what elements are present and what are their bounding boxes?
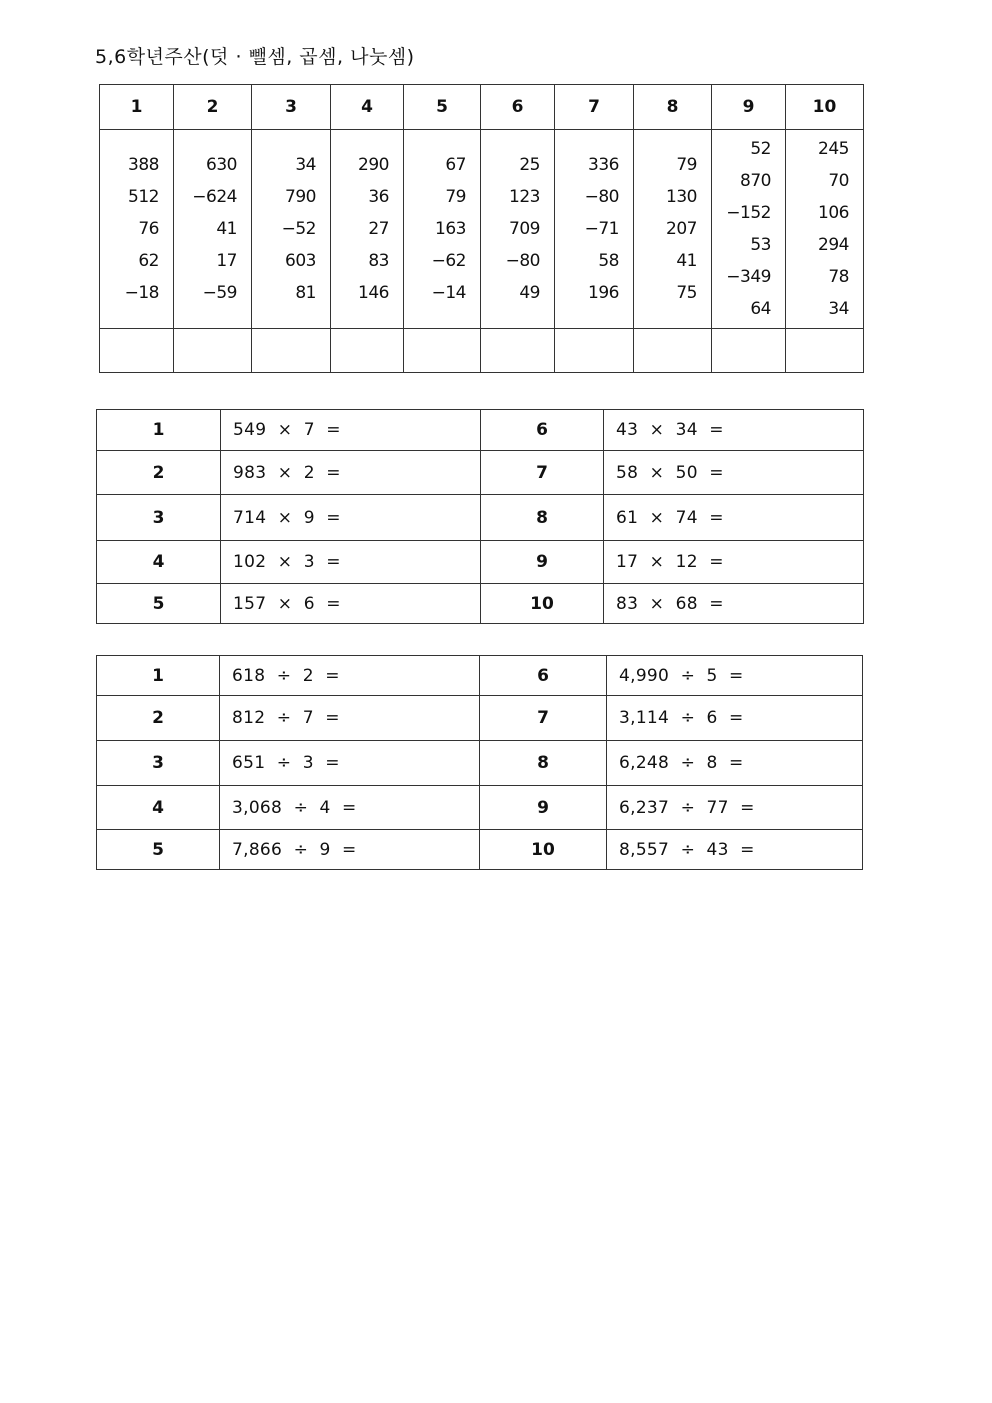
answer-cell[interactable] — [404, 329, 481, 373]
page-title: 5,6학년주산(덧 · 뺄셈, 곱셈, 나눗셈) — [95, 46, 415, 68]
number-value: 17 — [216, 251, 237, 271]
number-value: 290 — [358, 155, 389, 175]
number-value: 67 — [445, 155, 466, 175]
number-value: 130 — [666, 187, 697, 207]
number-value: −14 — [431, 283, 466, 303]
number-value: 27 — [368, 219, 389, 239]
number-column — [634, 130, 712, 329]
problem-number: 2 — [97, 696, 220, 741]
problem-number: 6 — [481, 85, 555, 130]
number-value: −80 — [505, 251, 540, 271]
addition-table — [99, 84, 864, 373]
number-value: 106 — [818, 203, 849, 223]
number-value: 34 — [295, 155, 316, 175]
problem-expression[interactable]: 812 ÷ 7 = — [220, 696, 480, 741]
number-value: 245 — [818, 139, 849, 159]
number-value: 603 — [285, 251, 316, 271]
problem-expression[interactable]: 7,866 ÷ 9 = — [220, 830, 480, 870]
number-value: −18 — [124, 283, 159, 303]
number-value: 163 — [435, 219, 466, 239]
number-column — [100, 130, 174, 329]
number-value: 336 — [588, 155, 619, 175]
problem-expression[interactable]: 102 × 3 = — [221, 541, 481, 584]
number-value: 78 — [828, 267, 849, 287]
number-column — [712, 130, 786, 329]
number-value: 52 — [750, 139, 771, 159]
table-row — [97, 451, 864, 495]
problem-number: 5 — [404, 85, 481, 130]
problem-number: 6 — [481, 410, 604, 451]
problem-expression[interactable]: 17 × 12 = — [604, 541, 864, 584]
number-value: −62 — [431, 251, 466, 271]
problem-expression[interactable]: 651 ÷ 3 = — [220, 741, 480, 786]
number-value: 49 — [519, 283, 540, 303]
addition-answer-row — [100, 329, 864, 373]
table-row — [97, 696, 863, 741]
problem-number: 10 — [786, 85, 864, 130]
answer-cell[interactable] — [100, 329, 174, 373]
problem-expression[interactable]: 43 × 34 = — [604, 410, 864, 451]
number-value: −624 — [192, 187, 237, 207]
problem-number: 10 — [481, 584, 604, 624]
number-value: 790 — [285, 187, 316, 207]
problem-expression[interactable]: 8,557 ÷ 43 = — [607, 830, 863, 870]
problem-number: 8 — [481, 495, 604, 541]
problem-expression[interactable]: 3,114 ÷ 6 = — [607, 696, 863, 741]
problem-expression[interactable]: 58 × 50 = — [604, 451, 864, 495]
problem-expression[interactable]: 83 × 68 = — [604, 584, 864, 624]
problem-number: 1 — [97, 656, 220, 696]
number-column — [404, 130, 481, 329]
problem-number: 10 — [480, 830, 607, 870]
problem-expression[interactable]: 157 × 6 = — [221, 584, 481, 624]
answer-cell[interactable] — [634, 329, 712, 373]
problem-number: 5 — [97, 584, 221, 624]
answer-cell[interactable] — [252, 329, 331, 373]
answer-cell[interactable] — [712, 329, 786, 373]
number-value: 64 — [750, 299, 771, 319]
table-row — [97, 495, 864, 541]
problem-number: 7 — [481, 451, 604, 495]
number-value: 79 — [445, 187, 466, 207]
answer-cell[interactable] — [481, 329, 555, 373]
problem-expression[interactable]: 3,068 ÷ 4 = — [220, 786, 480, 830]
number-value: 36 — [368, 187, 389, 207]
number-value: 81 — [295, 283, 316, 303]
number-value: 388 — [128, 155, 159, 175]
problem-expression[interactable]: 61 × 74 = — [604, 495, 864, 541]
number-value: −52 — [281, 219, 316, 239]
number-value: 630 — [206, 155, 237, 175]
problem-number: 2 — [97, 451, 221, 495]
number-column — [252, 130, 331, 329]
number-value: 709 — [509, 219, 540, 239]
table-row — [97, 830, 863, 870]
addition-header-row — [100, 85, 864, 130]
problem-expression[interactable]: 549 × 7 = — [221, 410, 481, 451]
number-value: 25 — [519, 155, 540, 175]
number-value: 41 — [216, 219, 237, 239]
number-value: −71 — [584, 219, 619, 239]
number-value: 76 — [138, 219, 159, 239]
table-row — [97, 786, 863, 830]
problem-number: 3 — [97, 741, 220, 786]
number-column — [174, 130, 252, 329]
number-column — [786, 130, 864, 329]
problem-expression[interactable]: 6,248 ÷ 8 = — [607, 741, 863, 786]
problem-number: 1 — [97, 410, 221, 451]
number-value: 512 — [128, 187, 159, 207]
problem-number: 4 — [97, 786, 220, 830]
problem-number: 3 — [252, 85, 331, 130]
number-value: 62 — [138, 251, 159, 271]
number-value: 41 — [676, 251, 697, 271]
answer-cell[interactable] — [786, 329, 864, 373]
number-value: −80 — [584, 187, 619, 207]
problem-number: 7 — [555, 85, 634, 130]
problem-number: 8 — [634, 85, 712, 130]
problem-expression[interactable]: 983 × 2 = — [221, 451, 481, 495]
table-row — [97, 741, 863, 786]
number-value: 53 — [750, 235, 771, 255]
number-value: 58 — [598, 251, 619, 271]
number-value: 870 — [740, 171, 771, 191]
problem-number: 5 — [97, 830, 220, 870]
number-value: 146 — [358, 283, 389, 303]
number-value: 75 — [676, 283, 697, 303]
number-value: 294 — [818, 235, 849, 255]
problem-number: 9 — [480, 786, 607, 830]
number-value: 70 — [828, 171, 849, 191]
number-value: 79 — [676, 155, 697, 175]
answer-cell[interactable] — [555, 329, 634, 373]
problem-number: 7 — [480, 696, 607, 741]
problem-number: 2 — [174, 85, 252, 130]
problem-number: 6 — [480, 656, 607, 696]
number-column — [555, 130, 634, 329]
number-value: −152 — [726, 203, 771, 223]
problem-number: 9 — [712, 85, 786, 130]
number-value: −59 — [202, 283, 237, 303]
number-value: 123 — [509, 187, 540, 207]
problem-number: 1 — [100, 85, 174, 130]
answer-cell[interactable] — [331, 329, 404, 373]
number-column — [481, 130, 555, 329]
problem-expression[interactable]: 4,990 ÷ 5 = — [607, 656, 863, 696]
addition-numbers-row — [100, 130, 864, 329]
number-value: 196 — [588, 283, 619, 303]
number-value: 83 — [368, 251, 389, 271]
problem-number: 3 — [97, 495, 221, 541]
table-row — [97, 584, 864, 624]
problem-expression[interactable]: 6,237 ÷ 77 = — [607, 786, 863, 830]
division-table — [96, 655, 863, 870]
number-value: 207 — [666, 219, 697, 239]
number-value: −349 — [726, 267, 771, 287]
problem-expression[interactable]: 618 ÷ 2 = — [220, 656, 480, 696]
problem-number: 4 — [97, 541, 221, 584]
table-row — [97, 541, 864, 584]
table-row — [97, 656, 863, 696]
answer-cell[interactable] — [174, 329, 252, 373]
multiplication-table — [96, 409, 864, 624]
problem-number: 9 — [481, 541, 604, 584]
number-column — [331, 130, 404, 329]
problem-expression[interactable]: 714 × 9 = — [221, 495, 481, 541]
problem-number: 8 — [480, 741, 607, 786]
table-row — [97, 410, 864, 451]
number-value: 34 — [828, 299, 849, 319]
problem-number: 4 — [331, 85, 404, 130]
